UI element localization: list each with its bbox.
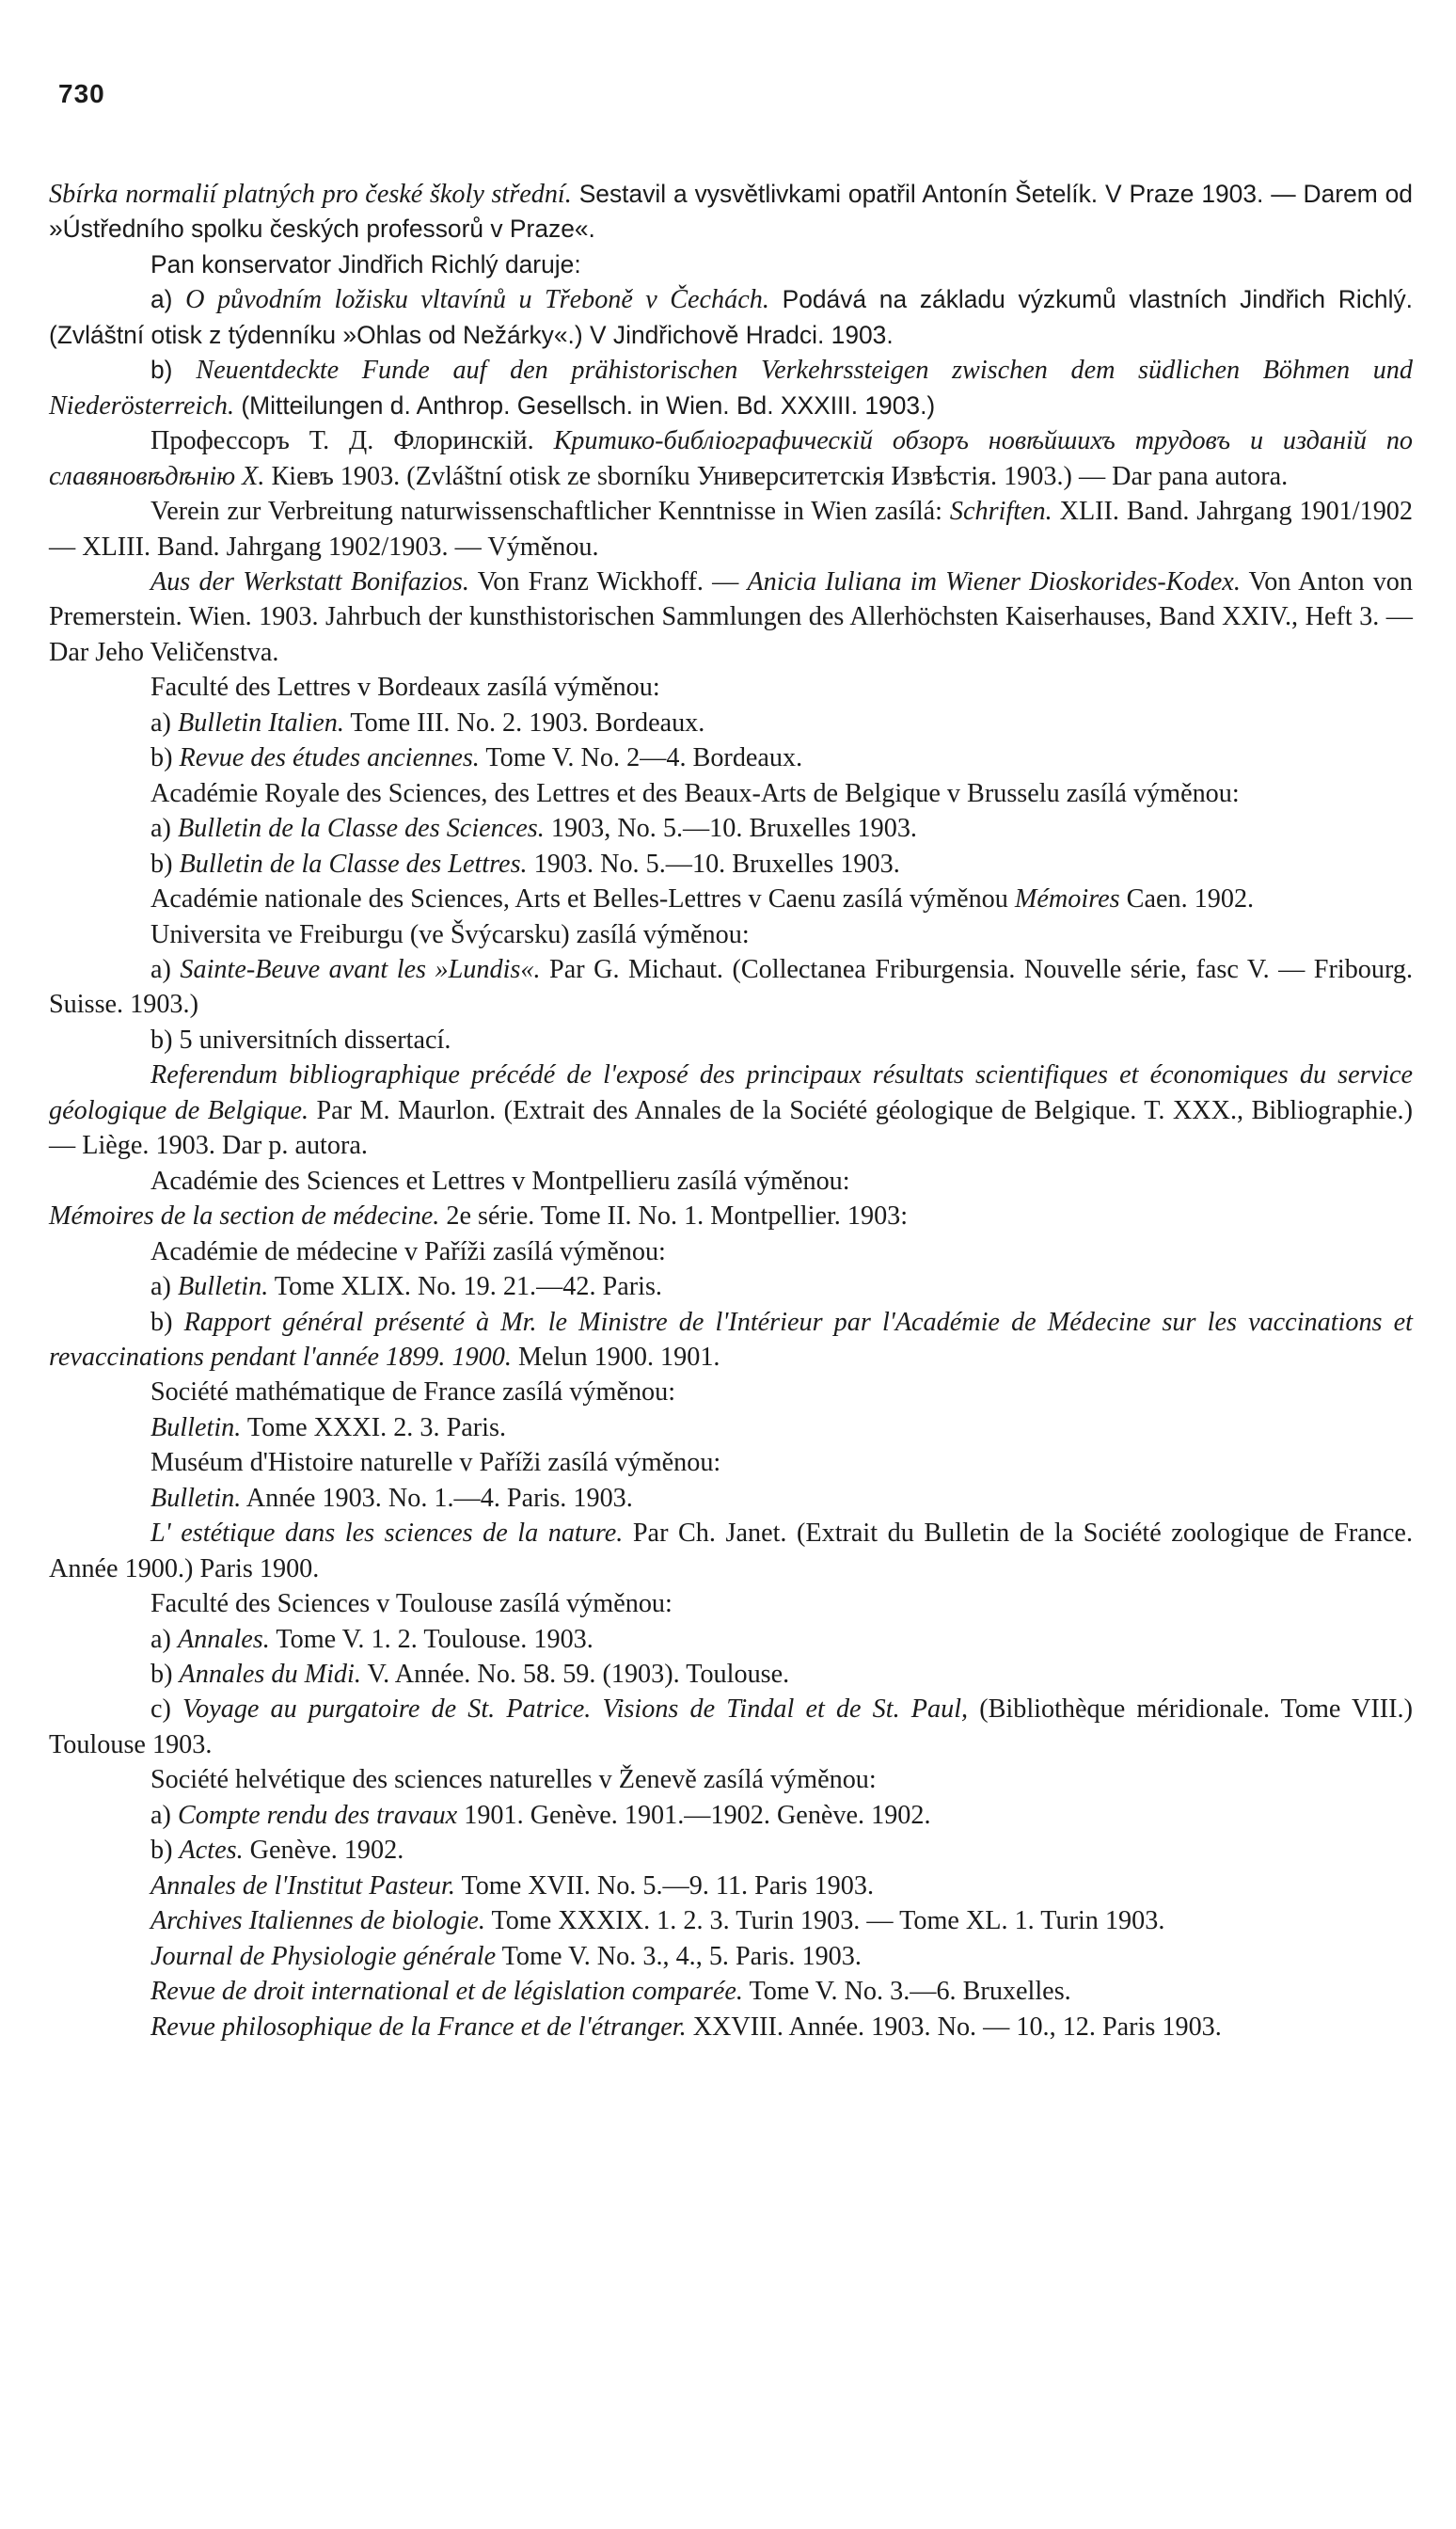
list-item: Revue de droit international et de législation comparée. Tome V. No. 3.—6. Bruxelles. <box>150 1977 1071 2007</box>
list-item: Annales de l'Institut Pasteur. Tome XVII. No. 5.—9. 11. Paris 1903. <box>150 1870 874 1901</box>
list-item: a) Bulletin. Tome XLIX. No. 19. 21.—42. Paris. <box>150 1272 662 1302</box>
list-item: Archives Italiennes de biologie. Tome XXXIX. 1. 2. 3. Turin 1903. — Tome XL. 1. Turin 1903. <box>150 1906 1165 1936</box>
list-item: Sbírka normalií platných pro české školy střední. Sestavil a vysvětlivkami opatřil Antonín Šetelík. V Praze 1903. — Darem od »Ústředního spolku českých professorů v Praze«. <box>49 180 1413 244</box>
list-item: Bulletin. Tome XXXI. 2. 3. Paris. <box>150 1412 507 1442</box>
page-number: 730 <box>58 79 105 108</box>
list-item: Mémoires de la section de médecine. 2e série. Tome II. No. 1. Montpellier. 1903: <box>49 1201 909 1232</box>
list-item: Pan konservator Jindřich Richlý daruje: <box>150 249 581 278</box>
list-item: Aus der Werkstatt Bonifazios. Von Franz Wickhoff. — Anicia Iuliana im Wiener Dioskorides-Kodex. Von Anton von Premerstein. Wien. 1903. Jahrbuch der kunsthistorischen Sammlungen des Allerhöchsten Kaiserhauses, Band XXIV., Heft 3. — Dar Jeho Veličenstva. <box>49 566 1413 667</box>
list-item: b) Neuentdeckte Funde auf den prähistorischen Verkehrssteigen zwischen dem südlichen Böhmen und Niederösterreich. (Mitteilungen d. Anthrop. Gesellsch. in Wien. Bd. XXXIII. 1903.) <box>49 356 1413 421</box>
list-item: b) 5 universitních dissertací. <box>150 1025 451 1055</box>
list-item: Société mathématique de France zasílá výměnou: <box>150 1377 676 1408</box>
list-item: Académie nationale des Sciences, Arts et Belles-Lettres v Caenu zasílá výměnou Mémoires Caen. 1902. <box>150 884 1255 915</box>
list-item: a) Bulletin de la Classe des Sciences. 1903, No. 5.—10. Bruxelles 1903. <box>150 814 917 844</box>
list-item: a) Annales. Tome V. 1. 2. Toulouse. 1903. <box>150 1624 593 1654</box>
list-item: b) Revue des études anciennes. Tome V. No. 2—4. Bordeaux. <box>150 743 803 773</box>
list-item: Académie Royale des Sciences, des Lettres et des Beaux-Arts de Belgique v Brusselu zasílá výměnou: <box>150 778 1240 808</box>
list-item: Société helvétique des sciences naturelles v Ženevě zasílá výměnou: <box>150 1765 877 1795</box>
list-item: Профессоръ Т. Д. Флоринскiй. Критико-библiографическiй обзоръ новѣйшихъ трудовъ и изданiй по славяновѣдѣнiю X. Кiевъ 1903. (Zvláštní otisk ze sborníku Университетскiя Извѣстiя. 1903.) — Dar pana autora. <box>49 426 1414 491</box>
list-item: a) Bulletin Italien. Tome III. No. 2. 1903. Bordeaux. <box>150 708 705 738</box>
list-item: Académie de médecine v Paříži zasílá výměnou: <box>150 1236 666 1266</box>
list-item: c) Voyage au purgatoire de St. Patrice. Visions de Tindal et de St. Paul, (Bibliothèque méridionale. Tome VIII.) Toulouse 1903. <box>49 1694 1413 1759</box>
list-item: Bulletin. Année 1903. No. 1.—4. Paris. 1903. <box>150 1483 633 1513</box>
list-item: Académie des Sciences et Lettres v Montpellieru zasílá výměnou: <box>150 1166 850 1196</box>
list-item: Faculté des Sciences v Toulouse zasílá výměnou: <box>150 1589 673 1619</box>
list-item: b) Annales du Midi. V. Année. No. 58. 59. (1903). Toulouse. <box>150 1660 790 1690</box>
list-item: Muséum d'Histoire naturelle v Paříži zasílá výměnou: <box>150 1448 721 1478</box>
list-item: Universita ve Freiburgu (ve Švýcarsku) zasílá výměnou: <box>150 919 750 949</box>
document-body <box>49 177 1413 2044</box>
list-item: a) Sainte-Beuve avant les »Lundis«. Par G. Michaut. (Collectanea Friburgensia. Nouvelle série, fasc V. — Fribourg. Suisse. 1903.) <box>49 954 1413 1020</box>
list-item: b) Actes. Genève. 1902. <box>150 1836 404 1866</box>
list-item: a) Compte rendu des travaux 1901. Genève. 1901.—1902. Genève. 1902. <box>150 1800 931 1830</box>
list-item: L' estétique dans les sciences de la nature. Par Ch. Janet. (Extrait du Bulletin de la Société zoologique de France. Année 1900.) Paris 1900. <box>49 1519 1413 1583</box>
list-item: Faculté des Lettres v Bordeaux zasílá výměnou: <box>150 673 660 703</box>
list-item: Journal de Physiologie générale Tome V. No. 3., 4., 5. Paris. 1903. <box>150 1941 862 1971</box>
list-item: Revue philosophique de la France et de l'étranger. XXVIII. Année. 1903. No. — 10., 12. Paris 1903. <box>150 2012 1222 2042</box>
list-item: Verein zur Verbreitung naturwissenschaftlicher Kenntnisse in Wien zasílá: Schriften. XLII. Band. Jahrgang 1901/1902 — XLIII. Band. Jahrgang 1902/1903. — Výměnou. <box>49 497 1413 562</box>
list-item: Referendum bibliographique précédé de l'exposé des principaux résultats scientifiques et économiques du service géologique de Belgique. Par M. Maurlon. (Extrait des Annales de la Société géologique de Belgique. T. XXX., Bibliographie.) — Liège. 1903. Dar p. autora. <box>49 1060 1413 1161</box>
list-item: a) O původním ložisku vltavínů u Třeboně v Čechách. Podává na základu výzkumů vlastních Jindřich Richlý. (Zvláštní otisk z týdenníku »Ohlas od Nežárky«.) V Jindřichově Hradci. 1903. <box>49 285 1413 349</box>
list-item: b) Rapport général présenté à Mr. le Ministre de l'Intérieur par l'Académie de Médecine sur les vaccinations et revaccinations pendant l'année 1899. 1900. Melun 1900. 1901. <box>49 1307 1413 1372</box>
list-item: b) Bulletin de la Classe des Lettres. 1903. No. 5.—10. Bruxelles 1903. <box>150 849 900 879</box>
